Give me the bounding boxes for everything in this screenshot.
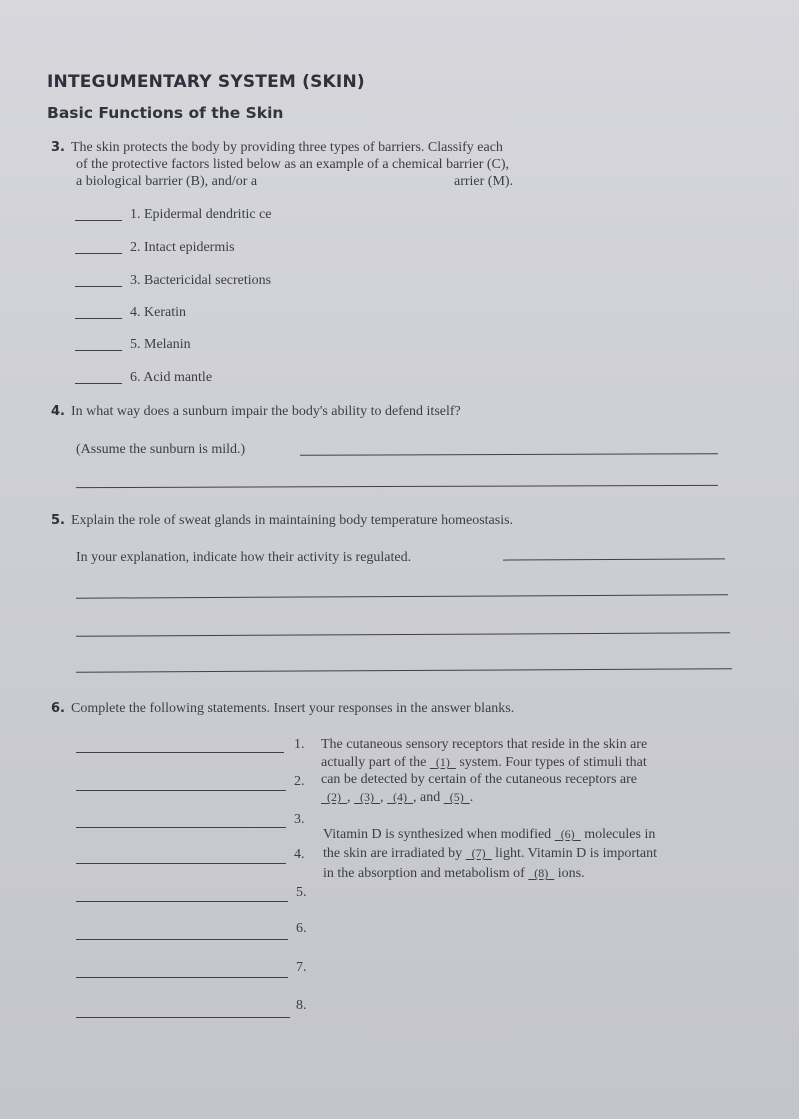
q3-line-3a: a biological barrier (B), and/or a — [76, 174, 258, 189]
q6-answer-number-5: 5. — [296, 885, 307, 900]
q6-blank-ref-7 — [466, 846, 492, 860]
q3-answer-blank-4[interactable] — [75, 318, 122, 319]
q5-sub: In your explanation, indicate how their activity is regulated. — [76, 550, 412, 565]
q4-prompt: In what way does a sunburn impair the body's ability to defend itself? — [70, 404, 461, 419]
q6-answer-blank-3[interactable] — [76, 827, 286, 828]
q3-item-5: 5. Melanin — [130, 337, 191, 352]
q6-answer-blank-7[interactable] — [76, 977, 288, 978]
q6-p1-line-3: can be detected by certain of the cutaneous receptors are — [321, 772, 637, 787]
q6-prompt-line — [51, 700, 514, 717]
q6-answer-blank-6[interactable] — [76, 939, 288, 940]
q6-blank-ref-3 — [354, 790, 380, 804]
q3-item-3: 3. Bactericidal secretions — [130, 273, 272, 288]
q6-answer-blank-4[interactable] — [76, 863, 286, 864]
q3-answer-blank-5[interactable] — [75, 350, 122, 351]
q3-answer-blank-1[interactable] — [75, 220, 122, 221]
q6-blank-ref-4-text: (4) — [393, 790, 407, 804]
q3-item-2: 2. Intact epidermis — [130, 240, 235, 255]
q6-answer-blank-1[interactable] — [76, 752, 284, 753]
q3-item-6: 6. Acid mantle — [130, 370, 213, 385]
q5-answer-line-1[interactable] — [503, 558, 725, 560]
q4-sub: (Assume the sunburn is mild.) — [76, 442, 246, 457]
q3-item-4: 4. Keratin — [130, 305, 186, 320]
q5-answer-line-2[interactable] — [76, 594, 728, 598]
q3-line-3b: arrier (M). — [454, 174, 514, 189]
q6-answer-blank-8[interactable] — [76, 1017, 290, 1018]
q6-p1-line-4: (2) , (3) , (4) , and (5) . — [321, 789, 473, 806]
q6-prompt: Complete the following statements. Insert your responses in the answer blanks. — [70, 701, 515, 716]
q5-answer-line-3[interactable] — [76, 632, 730, 636]
q6-p1-line-2a: actually part of the — [321, 755, 427, 770]
q6-answer-number-3: 3. — [294, 812, 305, 827]
q6-blank-ref-8 — [528, 866, 554, 880]
q3-line-1 — [51, 139, 503, 156]
q3-answer-blank-3[interactable] — [75, 286, 122, 287]
q6-blank-ref-4 — [387, 790, 413, 804]
q6-p2-line-1a: Vitamin D is synthesized when modified — [323, 827, 552, 842]
q4-number: 4. — [51, 404, 65, 419]
q6-number: 6. — [51, 701, 65, 716]
q4-prompt-line — [51, 403, 461, 420]
q6-blank-ref-7-text: (7) — [471, 846, 486, 860]
q6-p1-line-2b: system. Four types of stimuli that — [459, 755, 647, 770]
q5-prompt-line — [51, 512, 513, 529]
q6-p1-line-2 — [321, 754, 647, 771]
q3-text-1: The skin protects the body by providing three types of barriers. Classify each — [70, 140, 503, 155]
q6-p2-line-3 — [323, 865, 585, 882]
q6-blank-ref-1 — [430, 755, 456, 769]
q6-blank-ref-6 — [555, 827, 581, 841]
q6-answer-number-7: 7. — [296, 960, 307, 975]
q6-p2-line-1 — [323, 826, 655, 843]
q6-p2-line-3b: ions. — [557, 866, 585, 881]
q5-prompt: Explain the role of sweat glands in maintaining body temperature homeostasis. — [70, 513, 514, 528]
q6-answer-number-2: 2. — [294, 774, 305, 789]
q6-blank-ref-1-text: (1) — [435, 755, 450, 769]
section-subtitle: Basic Functions of the Skin — [47, 104, 284, 122]
q3-line-2: of the protective factors listed below as an example of a chemical barrier (C), — [76, 157, 510, 172]
q3-number: 3. — [51, 140, 65, 155]
q6-answer-number-4: 4. — [294, 847, 305, 862]
q4-answer-line-1[interactable] — [300, 453, 718, 455]
q3-item-1: 1. Epidermal dendritic ce — [130, 207, 272, 222]
q6-blank-ref-8-text: (8) — [534, 866, 549, 880]
q6-answer-number-8: 8. — [296, 998, 307, 1013]
q5-number: 5. — [51, 513, 65, 528]
q6-p2-line-2a: the skin are irradiated by — [323, 846, 463, 861]
q6-answer-blank-5[interactable] — [76, 901, 288, 902]
q6-answer-blank-2[interactable] — [76, 790, 286, 791]
q5-answer-line-4[interactable] — [76, 668, 732, 672]
section-title: INTEGUMENTARY SYSTEM (SKIN) — [47, 72, 365, 92]
q6-blank-ref-2-text: (2) — [327, 790, 341, 804]
q6-blank-ref-6-text: (6) — [560, 827, 575, 841]
q6-and: and — [420, 790, 441, 805]
q6-p2-line-1b: molecules in — [584, 827, 656, 842]
q6-blank-ref-5-text: (5) — [449, 790, 464, 804]
q6-p2-line-2 — [323, 845, 657, 862]
q6-blank-ref-2 — [321, 790, 347, 804]
q6-p2-line-3a: in the absorption and metabolism of — [323, 866, 525, 881]
q6-p2-line-2b: light. Vitamin D is important — [495, 846, 658, 861]
q3-answer-blank-6[interactable] — [75, 383, 122, 384]
q4-answer-line-2[interactable] — [76, 485, 718, 488]
q6-answer-number-6: 6. — [296, 921, 307, 936]
q6-blank-ref-5 — [444, 790, 470, 804]
q6-blank-ref-3-text: (3) — [360, 790, 374, 804]
q6-answer-number-1: 1. — [294, 737, 305, 752]
q6-p1-line-1: The cutaneous sensory receptors that reside in the skin are — [321, 737, 648, 752]
q3-answer-blank-2[interactable] — [75, 253, 122, 254]
